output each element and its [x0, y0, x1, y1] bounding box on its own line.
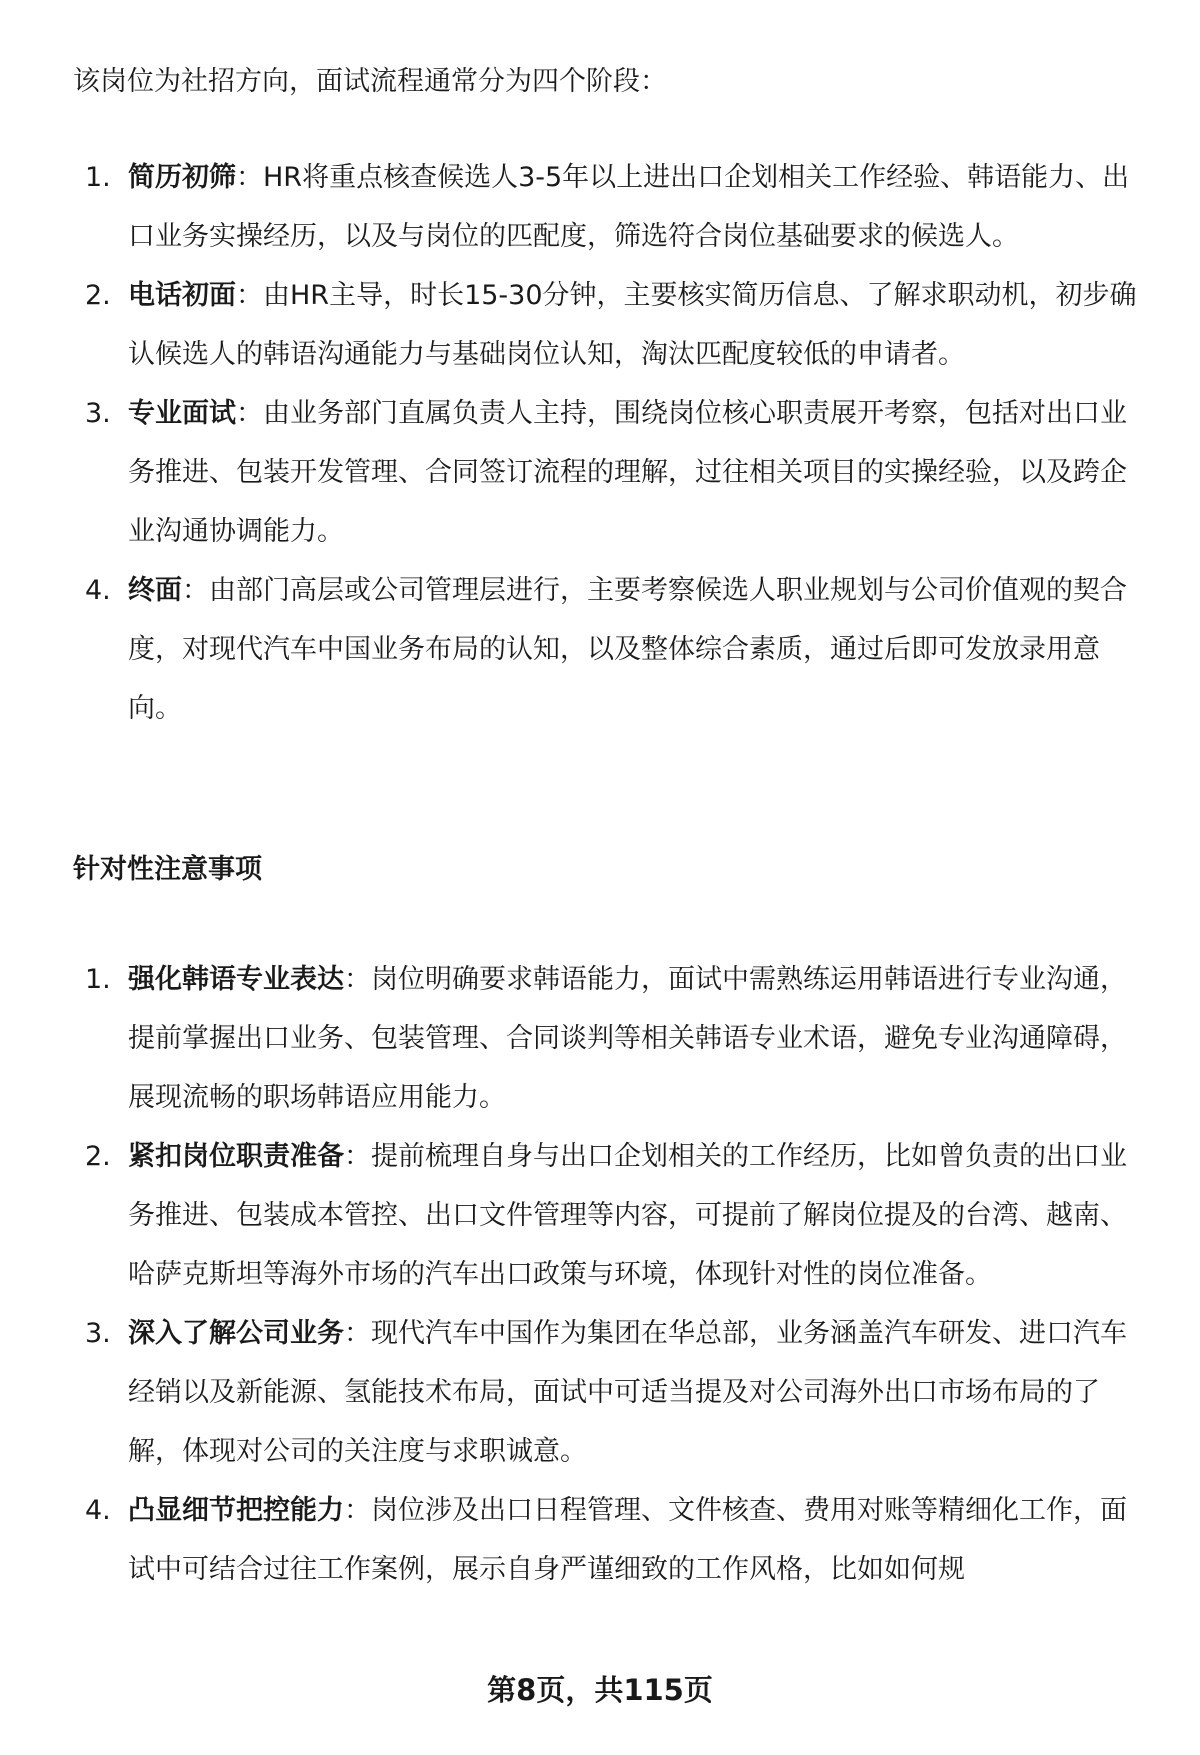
- interview-stages-list: [85, 148, 1145, 738]
- note-text: 提前梳理自身与出口企划相关的工作经历，比如曾负责的出口业务推进、包装成本管控、出口文件管理等内容，可提前了解岗位提及的台湾、越南、哈萨克斯坦等海外市场的汽车出口政策与环境，体现针对性的岗位准备。: [128, 1141, 1127, 1290]
- stage-term: 终面: [128, 575, 182, 606]
- list-number: 1.: [85, 964, 111, 995]
- stage-text: 由部门高层或公司管理层进行，主要考察候选人职业规划与公司价值观的契合度，对现代汽车中国业务布局的认知，以及整体综合素质，通过后即可发放录用意向。: [128, 575, 1127, 724]
- list-number: 2.: [85, 1141, 111, 1172]
- list-number: 3.: [85, 1318, 111, 1349]
- separator: ：: [344, 1495, 371, 1526]
- list-item: [85, 148, 1145, 266]
- note-term: 凸显细节把控能力: [128, 1495, 344, 1526]
- stage-term: 电话初面: [128, 280, 236, 311]
- note-text: 岗位明确要求韩语能力，面试中需熟练运用韩语进行专业沟通，提前掌握出口业务、包装管理、合同谈判等相关韩语专业术语，避免专业沟通障碍，展现流畅的职场韩语应用能力。: [128, 964, 1127, 1113]
- list-item: [85, 950, 1145, 1127]
- stage-text: 由业务部门直属负责人主持，围绕岗位核心职责展开考察，包括对出口业务推进、包装开发管理、合同签订流程的理解，过往相关项目的实操经验，以及跨企业沟通协调能力。: [128, 398, 1127, 547]
- list-item: [85, 384, 1145, 561]
- section-heading: 针对性注意事项: [73, 854, 262, 885]
- intro-paragraph: 该岗位为社招方向，面试流程通常分为四个阶段：: [73, 66, 667, 97]
- page-number: 第8页，共115页: [487, 1673, 713, 1707]
- separator: ：: [344, 1141, 371, 1172]
- note-term: 紧扣岗位职责准备: [128, 1141, 344, 1172]
- separator: ：: [236, 280, 263, 311]
- stage-text: 由HR主导，时长15-30分钟，主要核实简历信息、了解求职动机，初步确认候选人的韩语沟通能力与基础岗位认知，淘汰匹配度较低的申请者。: [128, 280, 1137, 370]
- note-term: 强化韩语专业表达: [128, 964, 344, 995]
- list-number: 3.: [85, 398, 111, 429]
- note-term: 深入了解公司业务: [128, 1318, 344, 1349]
- list-number: 1.: [85, 162, 111, 193]
- separator: ：: [236, 398, 263, 429]
- stage-term: 专业面试: [128, 398, 236, 429]
- list-number: 4.: [85, 1495, 111, 1526]
- list-item: [85, 266, 1145, 384]
- note-text: 岗位涉及出口日程管理、文件核查、费用对账等精细化工作，面试中可结合过往工作案例，展示自身严谨细致的工作风格，比如如何规: [128, 1495, 1127, 1585]
- note-text: 现代汽车中国作为集团在华总部，业务涵盖汽车研发、进口汽车经销以及新能源、氢能技术布局，面试中可适当提及对公司海外出口市场布局的了解，体现对公司的关注度与求职诚意。: [128, 1318, 1127, 1467]
- list-item: [85, 561, 1145, 738]
- separator: ：: [344, 1318, 371, 1349]
- stage-text: HR将重点核查候选人3-5年以上进出口企划相关工作经验、韩语能力、出口业务实操经历，以及与岗位的匹配度，筛选符合岗位基础要求的候选人。: [128, 162, 1130, 252]
- separator: ：: [236, 162, 263, 193]
- separator: ：: [182, 575, 209, 606]
- list-number: 4.: [85, 575, 111, 606]
- list-item: [85, 1304, 1145, 1481]
- list-number: 2.: [85, 280, 111, 311]
- notes-list: [85, 950, 1145, 1599]
- stage-term: 简历初筛: [128, 162, 236, 193]
- list-item: [85, 1127, 1145, 1304]
- separator: ：: [344, 964, 371, 995]
- list-item: [85, 1481, 1145, 1599]
